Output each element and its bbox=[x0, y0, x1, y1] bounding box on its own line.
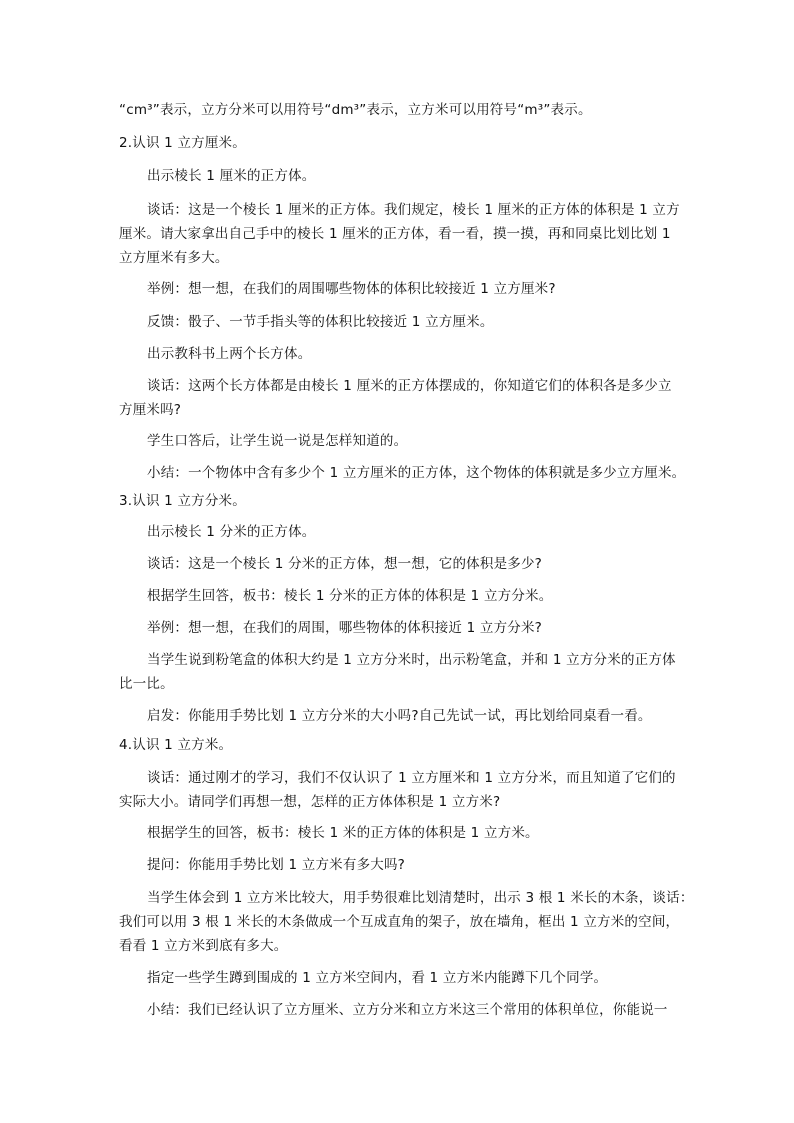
text-line: 举例：想一想，在我们的周围哪些物体的体积比较接近 1 立方厘米? bbox=[147, 281, 556, 297]
paragraph-squat-students bbox=[119, 966, 707, 990]
text-line: 根据学生回答，板书：棱长 1 分米的正方体的体积是 1 立方分米。 bbox=[147, 588, 553, 604]
paragraph-talk-dm bbox=[119, 552, 707, 576]
text-line: 反馈：骰子、一节手指头等的体积比较接近 1 立方厘米。 bbox=[147, 314, 494, 330]
paragraph-summary-units bbox=[119, 998, 707, 1022]
paragraph-example-cm bbox=[119, 277, 707, 301]
paragraph-example-dm bbox=[119, 616, 707, 640]
text-line: 4.认识 1 立方米。 bbox=[119, 737, 233, 753]
text-line: 谈话：这两个长方体都是由棱长 1 厘米的正方体摆成的，你知道它们的体积各是多少立 bbox=[147, 378, 672, 394]
text-line: 学生口答后，让学生说一说是怎样知道的。 bbox=[147, 433, 408, 449]
paragraph-show-dm-cube bbox=[119, 520, 707, 544]
text-line: 厘米。请大家拿出自己手中的棱长 1 厘米的正方体，看一看，摸一摸，再和同桌比划比划 1 bbox=[119, 226, 671, 242]
text-line: 指定一些学生蹲到围成的 1 立方米空间内，看 1 立方米内能蹲下几个同学。 bbox=[147, 970, 608, 986]
paragraph-summary-cm bbox=[119, 461, 707, 485]
text-line: 我们可以用 3 根 1 米长的木条做成一个互成直角的架子，放在墙角，框出 1 立方米的空间， bbox=[119, 914, 680, 930]
paragraph-question-m bbox=[119, 853, 707, 877]
text-line: 出示棱长 1 分米的正方体。 bbox=[147, 524, 316, 540]
text-line: “cm³”表示，立方分米可以用符号“dm³”表示，立方米可以用符号“m³”表示。 bbox=[119, 102, 592, 118]
text-line: 提问：你能用手势比划 1 立方米有多大吗? bbox=[147, 857, 406, 873]
text-line: 根据学生的回答，板书：棱长 1 米的正方体的体积是 1 立方米。 bbox=[147, 825, 539, 841]
paragraph-show-cuboids bbox=[119, 342, 707, 366]
paragraph-chalk-box bbox=[119, 648, 679, 696]
paragraph-talk-cm bbox=[119, 198, 679, 270]
paragraph-show-cm-cube bbox=[119, 164, 707, 188]
text-line: 谈话：这是一个棱长 1 分米的正方体，想一想，它的体积是多少? bbox=[147, 556, 543, 572]
text-line: 小结：一个物体中含有多少个 1 立方厘米的正方体，这个物体的体积就是多少立方厘米。 bbox=[147, 465, 686, 481]
text-line: 比一比。 bbox=[119, 676, 174, 692]
paragraph-talk-m bbox=[119, 766, 679, 814]
text-line: 立方厘米有多大。 bbox=[119, 250, 229, 266]
text-line: 2.认识 1 立方厘米。 bbox=[119, 135, 246, 151]
paragraph-board-dm bbox=[119, 584, 707, 608]
text-line: 3.认识 1 立方分米。 bbox=[119, 493, 246, 509]
text-line: 谈话：这是一个棱长 1 厘米的正方体。我们规定，棱长 1 厘米的正方体的体积是 1 立方 bbox=[147, 202, 680, 218]
paragraph-board-m bbox=[119, 821, 707, 845]
paragraph-symbols bbox=[119, 98, 679, 122]
heading-cubic-decimeter bbox=[119, 489, 679, 513]
text-line: 出示教科书上两个长方体。 bbox=[147, 346, 312, 362]
text-line: 当学生体会到 1 立方米比较大，用手势很难比划清楚时，出示 3 根 1 米长的木条，谈话： bbox=[147, 890, 694, 906]
text-line: 谈话：通过刚才的学习，我们不仅认识了 1 立方厘米和 1 立方分米，而且知道了它们的 bbox=[147, 770, 676, 786]
heading-cubic-centimeter bbox=[119, 131, 679, 155]
text-line: 方厘米吗? bbox=[119, 402, 182, 418]
text-line: 当学生说到粉笔盒的体积大约是 1 立方分米时，出示粉笔盒，并和 1 立方分米的正方体 bbox=[147, 652, 676, 668]
text-line: 举例：想一想，在我们的周围，哪些物体的体积接近 1 立方分米? bbox=[147, 620, 543, 636]
heading-cubic-meter bbox=[119, 733, 679, 757]
text-line: 出示棱长 1 厘米的正方体。 bbox=[147, 168, 316, 184]
text-line: 启发：你能用手势比划 1 立方分米的大小吗?自己先试一试，再比划给同桌看一看。 bbox=[147, 708, 652, 724]
text-line: 看看 1 立方米到底有多大。 bbox=[119, 938, 288, 954]
paragraph-inspire-dm bbox=[119, 704, 707, 728]
paragraph-student-answer bbox=[119, 429, 707, 453]
paragraph-feedback-cm bbox=[119, 310, 707, 334]
paragraph-wood-frame bbox=[119, 886, 694, 958]
text-line: 实际大小。请同学们再想一想，怎样的正方体体积是 1 立方米? bbox=[119, 794, 501, 810]
text-line: 小结：我们已经认识了立方厘米、立方分米和立方米这三个常用的体积单位，你能说一 bbox=[147, 1002, 668, 1018]
paragraph-talk-cuboids bbox=[119, 374, 679, 422]
